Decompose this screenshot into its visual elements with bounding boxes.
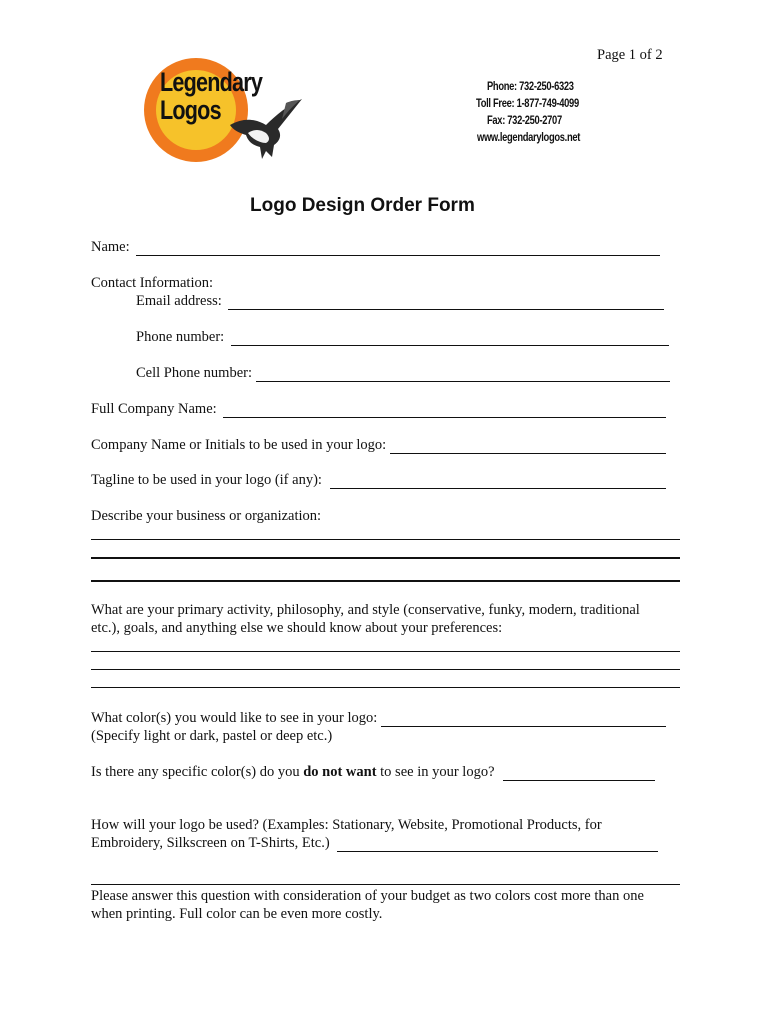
describe-business-label: Describe your business or organization: <box>91 508 322 524</box>
email-field[interactable] <box>228 295 664 310</box>
avoid-colors-field[interactable] <box>503 766 655 781</box>
primary-activity-line-2[interactable] <box>91 655 680 670</box>
cell-phone-field[interactable] <box>256 367 670 382</box>
contact-phone: Phone: 732-250-6323 <box>487 79 574 93</box>
budget-note-2: when printing. Full color can be even more costly. <box>91 906 383 922</box>
logo-usage-line-2[interactable] <box>91 870 680 885</box>
seagull-icon <box>226 95 304 161</box>
company-logo <box>138 57 308 165</box>
preferred-colors-note: (Specify light or dark, pastel or deep etc.) <box>91 728 333 744</box>
company-name-label: Full Company Name: <box>91 401 217 417</box>
describe-business-line-2[interactable] <box>91 557 680 559</box>
logo-usage-label-1: How will your logo be used? (Examples: Stationary, Website, Promotional Products, for <box>91 817 602 833</box>
preferred-colors-label: What color(s) you would like to see in your logo: <box>91 710 378 726</box>
logo-usage-field[interactable] <box>337 837 658 852</box>
phone-label: Phone number: <box>136 329 225 345</box>
phone-field[interactable] <box>231 331 669 346</box>
tagline-field[interactable] <box>330 474 666 489</box>
avoid-colors-label: Is there any specific color(s) do you do not want to see in your logo? <box>91 764 495 780</box>
describe-business-line-3[interactable] <box>91 580 680 582</box>
logo-text-line2: Logos <box>160 95 221 125</box>
contact-website: www.legendarylogos.net <box>477 130 581 144</box>
primary-activity-line-3[interactable] <box>91 673 680 688</box>
primary-activity-label-2: etc.), goals, and anything else we should know about your preferences: <box>91 620 503 636</box>
logo-usage-label-2: Embroidery, Silkscreen on T-Shirts, Etc.) <box>91 835 330 851</box>
budget-note-1: Please answer this question with consideration of your budget as two colors cost more than one <box>91 888 644 904</box>
page-indicator: Page 1 of 2 <box>597 47 663 63</box>
form-title: Logo Design Order Form <box>250 195 475 216</box>
contact-toll-free: Toll Free: 1-877-749-4099 <box>476 96 579 110</box>
describe-business-line-1[interactable] <box>91 525 680 540</box>
cell-phone-label: Cell Phone number: <box>136 365 252 381</box>
contact-info-label: Contact Information: <box>91 275 214 291</box>
primary-activity-line-1[interactable] <box>91 637 680 652</box>
primary-activity-label-1: What are your primary activity, philosophy, and style (conservative, funky, modern, traditional <box>91 602 640 618</box>
logo-initials-label: Company Name or Initials to be used in your logo: <box>91 437 387 453</box>
name-label: Name: <box>91 239 130 255</box>
logo-text-line1: Legendary <box>160 67 263 97</box>
logo-initials-field[interactable] <box>390 439 666 454</box>
company-name-field[interactable] <box>223 403 666 418</box>
email-label: Email address: <box>136 293 222 309</box>
preferred-colors-field[interactable] <box>381 712 666 727</box>
tagline-label: Tagline to be used in your logo (if any): <box>91 472 322 488</box>
contact-fax: Fax: 732-250-2707 <box>487 113 562 127</box>
name-field[interactable] <box>136 241 660 256</box>
